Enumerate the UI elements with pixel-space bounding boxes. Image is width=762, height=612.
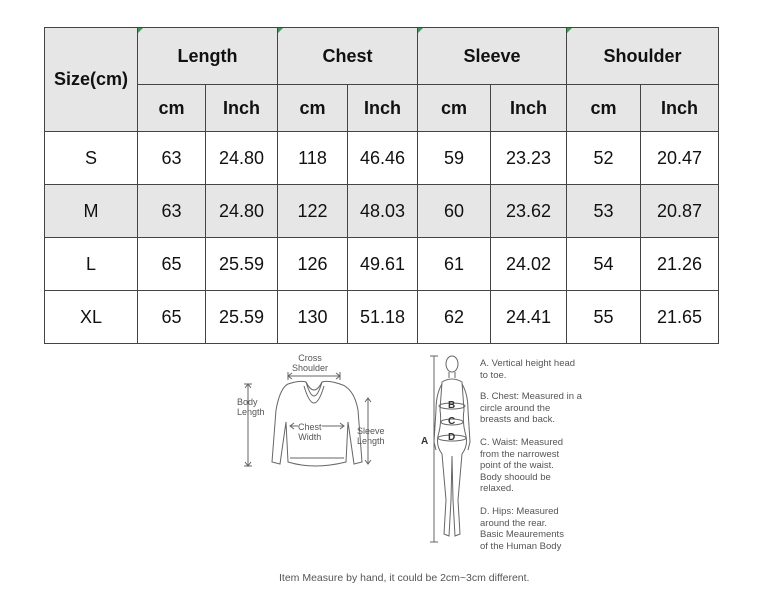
table-row-l <box>45 238 719 291</box>
table-cell: 24.41 <box>491 291 567 344</box>
note-b: B. Chest: Measured in a circle around the breasts and back. <box>480 391 582 425</box>
size-cell: M <box>45 185 138 238</box>
table-cell: 24.80 <box>206 132 278 185</box>
table-cell: 130 <box>278 291 348 344</box>
table-cell: 49.61 <box>348 238 418 291</box>
note-d: D. Hips: Measured around the rear. Basic Meaurements of the Human Body <box>480 506 564 552</box>
size-cell: L <box>45 238 138 291</box>
unit-header: cm <box>418 85 491 132</box>
table-cell: 25.59 <box>206 238 278 291</box>
table-cell: 62 <box>418 291 491 344</box>
garment-diagram <box>230 350 400 480</box>
marker-d: D <box>448 432 456 443</box>
table-cell: 122 <box>278 185 348 238</box>
size-chart-table <box>44 27 719 344</box>
table-row-m <box>45 185 719 238</box>
unit-header: cm <box>138 85 206 132</box>
table-cell: 21.26 <box>641 238 719 291</box>
table-cell: 60 <box>418 185 491 238</box>
table-cell: 20.87 <box>641 185 719 238</box>
unit-header: cm <box>278 85 348 132</box>
table-cell: 63 <box>138 132 206 185</box>
table-row-xl <box>45 291 719 344</box>
table-cell: 51.18 <box>348 291 418 344</box>
unit-header: Inch <box>641 85 719 132</box>
table-cell: 54 <box>567 238 641 291</box>
table-cell: 24.02 <box>491 238 567 291</box>
table-cell: 55 <box>567 291 641 344</box>
marker-b: B <box>448 400 456 411</box>
body-diagram <box>418 350 482 550</box>
body-length-label: Body Length <box>237 397 265 417</box>
table-cell: 65 <box>138 291 206 344</box>
table-cell: 20.47 <box>641 132 719 185</box>
table-cell: 65 <box>138 238 206 291</box>
table-cell: 21.65 <box>641 291 719 344</box>
table-cell: 25.59 <box>206 291 278 344</box>
unit-header: Inch <box>348 85 418 132</box>
chest-width-label: Chest Width <box>298 422 322 442</box>
table-cell: 24.80 <box>206 185 278 238</box>
table-cell: 59 <box>418 132 491 185</box>
table-cell: 126 <box>278 238 348 291</box>
shoulder-header: Shoulder <box>567 28 719 85</box>
sleeve-header: Sleeve <box>418 28 567 85</box>
length-header: Length <box>138 28 278 85</box>
chest-header: Chest <box>278 28 418 85</box>
cross-shoulder-label: Cross Shoulder <box>292 353 329 373</box>
note-a: A. Vertical height head to toe. <box>480 358 576 381</box>
unit-header: cm <box>567 85 641 132</box>
table-cell: 52 <box>567 132 641 185</box>
table-cell: 53 <box>567 185 641 238</box>
table-cell: 46.46 <box>348 132 418 185</box>
marker-c: C <box>448 416 456 427</box>
size-header: Size(cm) <box>45 28 138 132</box>
table-cell: 61 <box>418 238 491 291</box>
table-cell: 118 <box>278 132 348 185</box>
sleeve-length-label: Sleeve Length <box>357 426 385 446</box>
measurement-disclaimer: Item Measure by hand, it could be 2cm~3cm different. <box>279 572 530 584</box>
size-cell: XL <box>45 291 138 344</box>
unit-header: Inch <box>491 85 567 132</box>
table-row-s <box>45 132 719 185</box>
marker-a: A <box>421 436 429 447</box>
table-cell: 23.62 <box>491 185 567 238</box>
size-cell: S <box>45 132 138 185</box>
table-cell: 23.23 <box>491 132 567 185</box>
table-cell: 48.03 <box>348 185 418 238</box>
unit-header: Inch <box>206 85 278 132</box>
note-c: C. Waist: Measured from the narrowest point of the waist. Body shoould be relaxed. <box>480 437 564 494</box>
table-cell: 63 <box>138 185 206 238</box>
human-figure-illustration <box>418 350 482 550</box>
